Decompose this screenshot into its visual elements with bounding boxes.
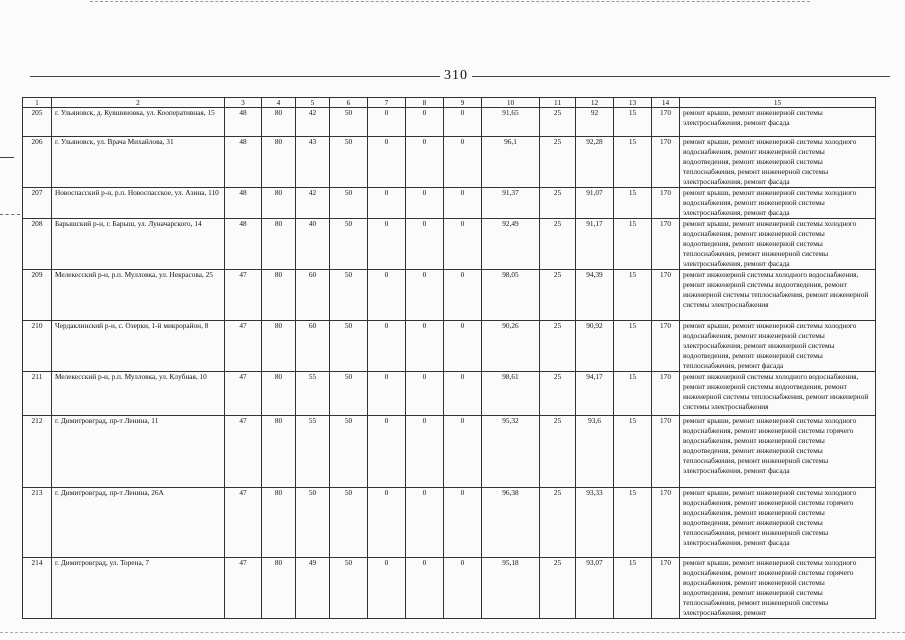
value-cell: 170 (652, 416, 680, 488)
value-cell: 170 (652, 108, 680, 137)
column-header-3: 3 (225, 98, 262, 108)
value-cell: 170 (652, 558, 680, 619)
value-cell: 0 (444, 488, 482, 558)
value-cell: 170 (652, 270, 680, 321)
table-row (23, 137, 876, 188)
value-cell: 15 (614, 270, 652, 321)
table-row (23, 188, 876, 219)
value-cell: 48 (225, 137, 262, 188)
left-margin-mark (0, 157, 14, 158)
value-cell: 60 (296, 321, 330, 372)
value-cell: 90,26 (482, 321, 540, 372)
value-cell: 0 (406, 321, 444, 372)
value-cell: 170 (652, 372, 680, 416)
value-cell: 0 (444, 108, 482, 137)
value-cell: 50 (330, 137, 368, 188)
row-number: 207 (23, 188, 52, 219)
table-row (23, 416, 876, 488)
value-cell: 50 (330, 558, 368, 619)
column-header-7: 7 (368, 98, 406, 108)
column-header-6: 6 (330, 98, 368, 108)
value-cell: 0 (368, 558, 406, 619)
table-row (23, 558, 876, 619)
row-number: 205 (23, 108, 52, 137)
address-cell: Чердаклинский р-н, с. Озерки, 1-й микрорайон, 8 (52, 321, 225, 372)
value-cell: 48 (225, 188, 262, 219)
value-cell: 50 (330, 188, 368, 219)
value-cell: 170 (652, 219, 680, 270)
value-cell: 25 (540, 108, 576, 137)
value-cell: 93,6 (576, 416, 614, 488)
address-cell: г. Ульяновск, д. Кувшиновка, ул. Кооперативная, 15 (52, 108, 225, 137)
value-cell: 15 (614, 188, 652, 219)
value-cell: 48 (225, 108, 262, 137)
column-header-11: 11 (540, 98, 576, 108)
value-cell: 93,07 (576, 558, 614, 619)
value-cell: 80 (262, 488, 296, 558)
value-cell: 0 (368, 188, 406, 219)
value-cell: 0 (444, 372, 482, 416)
value-cell: 0 (444, 558, 482, 619)
work-description-cell: ремонт крыши, ремонт инженерной системы холодного водоснабжения, ремонт инженерной системы электроснабжения, ремонт фасада (680, 188, 876, 219)
value-cell: 47 (225, 488, 262, 558)
column-header-15: 15 (680, 98, 876, 108)
column-header-4: 4 (262, 98, 296, 108)
value-cell: 40 (296, 219, 330, 270)
left-margin-dash (0, 214, 20, 215)
address-cell: г. Димитровград, пр-т Ленина, 11 (52, 416, 225, 488)
row-number: 212 (23, 416, 52, 488)
value-cell: 0 (406, 108, 444, 137)
value-cell: 96,1 (482, 137, 540, 188)
value-cell: 42 (296, 188, 330, 219)
value-cell: 94,39 (576, 270, 614, 321)
row-number: 210 (23, 321, 52, 372)
value-cell: 90,92 (576, 321, 614, 372)
address-cell: г. Димитровград, пр-т Ленина, 26А (52, 488, 225, 558)
value-cell: 15 (614, 137, 652, 188)
table-row (23, 372, 876, 416)
value-cell: 0 (406, 137, 444, 188)
value-cell: 0 (368, 321, 406, 372)
value-cell: 98,61 (482, 372, 540, 416)
value-cell: 93,33 (576, 488, 614, 558)
value-cell: 80 (262, 219, 296, 270)
value-cell: 47 (225, 558, 262, 619)
address-cell: Новоспасский р-н, р.п. Новоспасское, ул. Азина, 110 (52, 188, 225, 219)
value-cell: 92,28 (576, 137, 614, 188)
value-cell: 25 (540, 321, 576, 372)
value-cell: 0 (368, 137, 406, 188)
value-cell: 98,05 (482, 270, 540, 321)
value-cell: 43 (296, 137, 330, 188)
value-cell: 91,65 (482, 108, 540, 137)
value-cell: 15 (614, 488, 652, 558)
column-header-2: 2 (52, 98, 225, 108)
value-cell: 0 (406, 416, 444, 488)
value-cell: 0 (368, 372, 406, 416)
column-header-13: 13 (614, 98, 652, 108)
value-cell: 50 (330, 108, 368, 137)
value-cell: 80 (262, 270, 296, 321)
value-cell: 0 (406, 372, 444, 416)
table-row (23, 219, 876, 270)
value-cell: 25 (540, 188, 576, 219)
address-cell: г. Димитровград, ул. Торена, 7 (52, 558, 225, 619)
value-cell: 25 (540, 270, 576, 321)
value-cell: 0 (406, 558, 444, 619)
value-cell: 94,17 (576, 372, 614, 416)
value-cell: 50 (330, 488, 368, 558)
column-header-1: 1 (23, 98, 52, 108)
value-cell: 80 (262, 188, 296, 219)
row-number: 211 (23, 372, 52, 416)
value-cell: 0 (406, 219, 444, 270)
value-cell: 50 (330, 321, 368, 372)
work-description-cell: ремонт крыши, ремонт инженерной системы электроснабжения, ремонт фасада (680, 108, 876, 137)
value-cell: 170 (652, 137, 680, 188)
value-cell: 95,32 (482, 416, 540, 488)
value-cell: 50 (296, 488, 330, 558)
column-header-row (23, 98, 876, 108)
value-cell: 96,38 (482, 488, 540, 558)
value-cell: 48 (225, 219, 262, 270)
value-cell: 0 (444, 219, 482, 270)
row-number: 213 (23, 488, 52, 558)
table-row (23, 270, 876, 321)
address-cell: Мелекесский р-н, р.п. Мулловка, ул. Некрасова, 25 (52, 270, 225, 321)
value-cell: 0 (444, 270, 482, 321)
value-cell: 15 (614, 416, 652, 488)
value-cell: 0 (368, 270, 406, 321)
data-table (22, 97, 876, 619)
value-cell: 15 (614, 108, 652, 137)
value-cell: 170 (652, 188, 680, 219)
value-cell: 91,17 (576, 219, 614, 270)
row-number: 214 (23, 558, 52, 619)
value-cell: 0 (444, 188, 482, 219)
address-cell: Мелекесский р-н, р.п. Мулловка, ул. Клубная, 10 (52, 372, 225, 416)
value-cell: 170 (652, 488, 680, 558)
value-cell: 80 (262, 108, 296, 137)
row-number: 209 (23, 270, 52, 321)
work-description-cell: ремонт крыши, ремонт инженерной системы холодного водоснабжения, ремонт инженерной системы горячего водоснабжения, ремонт инженерной системы водоотведения, ремонт инженерной системы теплоснабжения, ремонт инженерной системы электроснабжения, ремонт фасада (680, 416, 876, 488)
value-cell: 25 (540, 416, 576, 488)
value-cell: 47 (225, 372, 262, 416)
column-header-10: 10 (482, 98, 540, 108)
value-cell: 15 (614, 372, 652, 416)
value-cell: 50 (330, 219, 368, 270)
value-cell: 55 (296, 416, 330, 488)
work-description-cell: ремонт крыши, ремонт инженерной системы холодного водоснабжения, ремонт инженерной системы горячего водоснабжения, ремонт инженерной системы водоотведения, ремонт инженерной системы теплоснабжения, ремонт инженерной системы электроснабжения, ремонт (680, 558, 876, 619)
value-cell: 25 (540, 488, 576, 558)
value-cell: 91,07 (576, 188, 614, 219)
row-number: 206 (23, 137, 52, 188)
value-cell: 0 (368, 219, 406, 270)
address-cell: г. Ульяновск, ул. Врача Михайлова, 31 (52, 137, 225, 188)
value-cell: 0 (406, 270, 444, 321)
work-description-cell: ремонт крыши, ремонт инженерной системы холодного водоснабжения, ремонт инженерной системы водоотведения, ремонт инженерной системы теплоснабжения, ремонт инженерной системы электроснабжения, ремонт фасада (680, 219, 876, 270)
value-cell: 0 (406, 488, 444, 558)
work-description-cell: ремонт крыши, ремонт инженерной системы холодного водоснабжения, ремонт инженерной системы электроснабжения, ремонт инженерной системы водоотведения, ремонт инженерной системы теплоснабжения, ремонт фасада (680, 321, 876, 372)
value-cell: 15 (614, 558, 652, 619)
value-cell: 47 (225, 416, 262, 488)
value-cell: 49 (296, 558, 330, 619)
work-description-cell: ремонт крыши, ремонт инженерной системы холодного водоснабжения, ремонт инженерной системы водоотведения, ремонт инженерной системы теплоснабжения, ремонт инженерной системы электроснабжения, ремонт фасада (680, 137, 876, 188)
value-cell: 80 (262, 558, 296, 619)
value-cell: 0 (444, 416, 482, 488)
value-cell: 92,49 (482, 219, 540, 270)
value-cell: 80 (262, 372, 296, 416)
value-cell: 80 (262, 321, 296, 372)
column-header-8: 8 (406, 98, 444, 108)
value-cell: 55 (296, 372, 330, 416)
value-cell: 95,18 (482, 558, 540, 619)
column-header-9: 9 (444, 98, 482, 108)
column-header-5: 5 (296, 98, 330, 108)
value-cell: 0 (444, 137, 482, 188)
value-cell: 60 (296, 270, 330, 321)
value-cell: 25 (540, 558, 576, 619)
row-number: 208 (23, 219, 52, 270)
value-cell: 0 (368, 416, 406, 488)
work-description-cell: ремонт крыши, ремонт инженерной системы холодного водоснабжения, ремонт инженерной системы горячего водоснабжения, ремонт инженерной системы водоотведения, ремонт инженерной системы теплоснабжения, ремонт инженерной системы электроснабжения, ремонт фасада (680, 488, 876, 558)
work-description-cell: ремонт инженерной системы холодного водоснабжения, ремонт инженерной системы водоотведения, ремонт инженерной системы теплоснабжения, ремонт инженерной системы электроснабжения (680, 372, 876, 416)
table-row (23, 108, 876, 137)
value-cell: 92 (576, 108, 614, 137)
page-number: 310 (440, 68, 472, 84)
bottom-scan-edge (0, 632, 905, 633)
value-cell: 25 (540, 372, 576, 416)
top-scan-edge (90, 1, 810, 2)
value-cell: 50 (330, 416, 368, 488)
column-header-14: 14 (652, 98, 680, 108)
address-cell: Барышский р-н, г. Барыш, ул. Луначарского, 14 (52, 219, 225, 270)
value-cell: 50 (330, 372, 368, 416)
value-cell: 80 (262, 416, 296, 488)
column-header-12: 12 (576, 98, 614, 108)
value-cell: 0 (368, 108, 406, 137)
value-cell: 47 (225, 270, 262, 321)
value-cell: 0 (406, 188, 444, 219)
value-cell: 170 (652, 321, 680, 372)
value-cell: 15 (614, 321, 652, 372)
value-cell: 15 (614, 219, 652, 270)
value-cell: 0 (444, 321, 482, 372)
table-row (23, 321, 876, 372)
value-cell: 25 (540, 219, 576, 270)
value-cell: 0 (368, 488, 406, 558)
table-row (23, 488, 876, 558)
value-cell: 25 (540, 137, 576, 188)
value-cell: 80 (262, 137, 296, 188)
value-cell: 42 (296, 108, 330, 137)
value-cell: 50 (330, 270, 368, 321)
value-cell: 91,37 (482, 188, 540, 219)
value-cell: 47 (225, 321, 262, 372)
work-description-cell: ремонт инженерной системы холодного водоснабжения, ремонт инженерной системы водоотведения, ремонт инженерной системы теплоснабжения, ремонт инженерной системы электроснабжения (680, 270, 876, 321)
